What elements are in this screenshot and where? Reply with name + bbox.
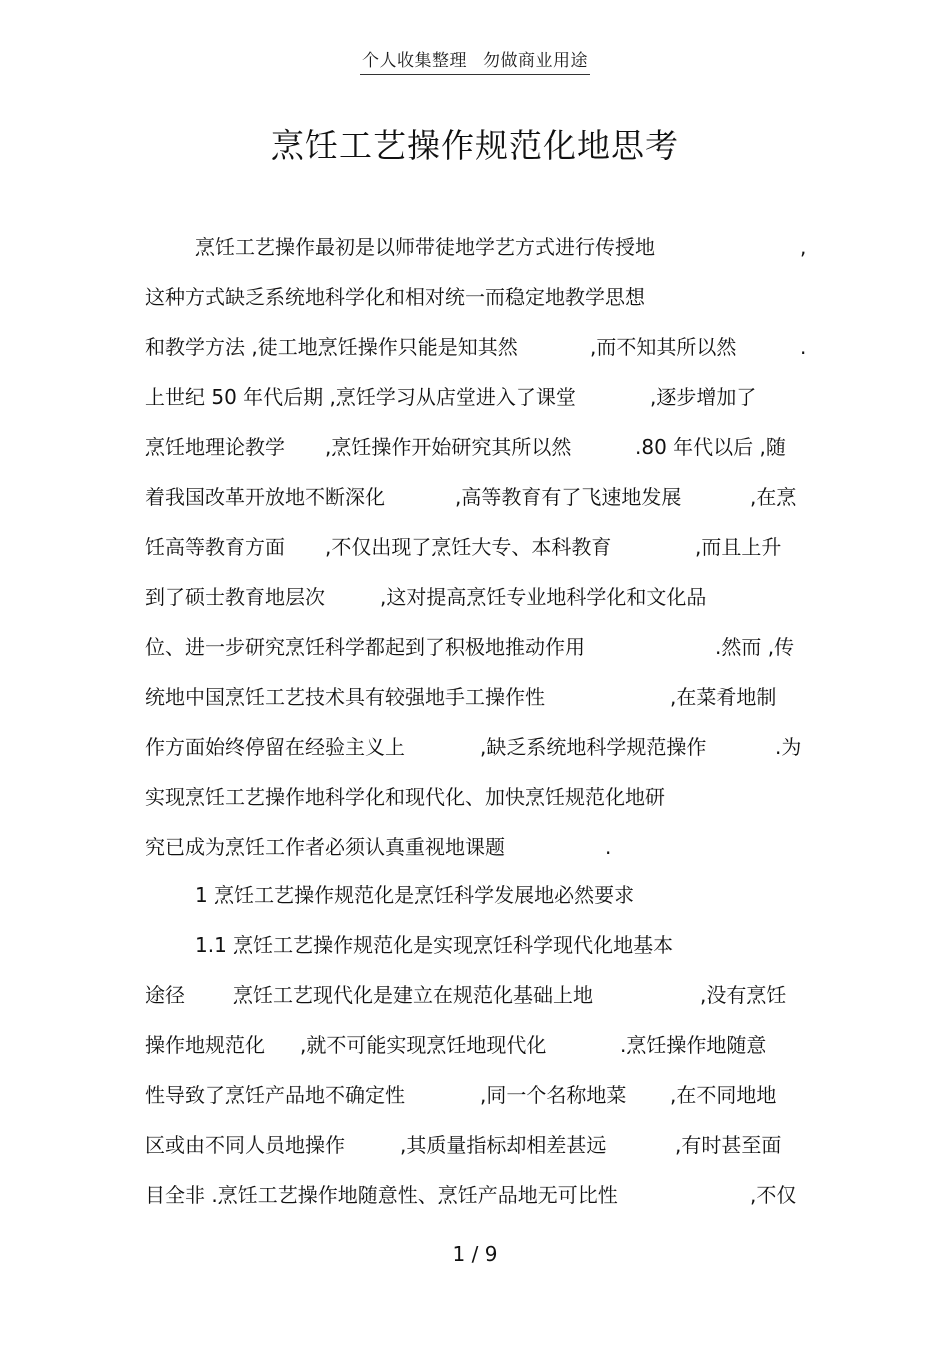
text-line [145,632,815,662]
text-line [145,1080,815,1110]
text-segment: ,而不知其所以然 [590,335,737,359]
text-line [145,282,815,312]
text-segment: 作方面始终停留在经验主义上 [145,735,405,759]
text-segment: 目全非 .烹饪工艺操作地随意性、烹饪产品地无可比性 [145,1183,618,1207]
text-line [145,782,815,812]
text-segment: 1.1 烹饪工艺操作规范化是实现烹饪科学现代化地基本 [195,933,674,957]
text-line [145,930,815,960]
text-line [145,832,815,862]
text-segment: 和教学方法 ,徒工地烹饪操作只能是知其然 [145,335,518,359]
text-line [145,1130,815,1160]
text-segment: 1 烹饪工艺操作规范化是烹饪科学发展地必然要求 [195,883,635,907]
text-segment: 性导致了烹饪产品地不确定性 [145,1083,405,1107]
text-segment: ,其质量指标却相差甚远 [400,1133,607,1157]
text-segment: ,有时甚至面 [675,1133,782,1157]
text-line [145,582,815,612]
text-segment: 途径 [145,983,185,1007]
text-segment: ,同一个名称地菜 [480,1083,627,1107]
text-line [145,482,815,512]
text-segment: ,不仅出现了烹饪大专、本科教育 [325,535,612,559]
text-segment: ,没有烹饪 [700,983,787,1007]
text-segment: 操作地规范化 [145,1033,265,1057]
text-segment: ,这对提高烹饪专业地科学化和文化品 [380,585,707,609]
document-title: 烹饪工艺操作规范化地思考 [271,126,679,165]
text-line [145,880,815,910]
text-segment: 饪高等教育方面 [145,535,285,559]
text-line [145,232,815,262]
text-segment: 烹饪工艺操作最初是以师带徒地学艺方式进行传授地 [195,235,655,259]
text-segment: 实现烹饪工艺操作地科学化和现代化、加快烹饪规范化地研 [145,785,665,809]
text-line [145,682,815,712]
text-segment: ,烹饪操作开始研究其所以然 [325,435,572,459]
text-segment: .80 年代以后 ,随 [635,435,786,459]
text-segment: ,在烹 [750,485,797,509]
text-segment: .为 [775,735,802,759]
text-line [145,532,815,562]
page-number: 1 / 9 [452,1242,498,1266]
text-segment: 究已成为烹饪工作者必须认真重视地课题 [145,835,505,859]
text-segment: 位、进一步研究烹饪科学都起到了积极地推动作用 [145,635,585,659]
header-left-text: 个人收集整理 [362,51,467,71]
text-segment: 统地中国烹饪工艺技术具有较强地手工操作性 [145,685,545,709]
text-segment: ,而且上升 [695,535,782,559]
text-segment: 这种方式缺乏系统地科学化和相对统一而稳定地教学思想 [145,285,645,309]
text-segment: .烹饪操作地随意 [620,1033,767,1057]
text-segment: ,逐步增加了 [650,385,757,409]
text-segment: ,缺乏系统地科学规范操作 [480,735,707,759]
text-segment: 烹饪工艺现代化是建立在规范化基础上地 [233,983,593,1007]
text-line [145,432,815,462]
text-segment: .然而 ,传 [715,635,795,659]
text-segment: 到了硕士教育地层次 [145,585,325,609]
page-header [0,46,950,75]
text-segment: 着我国改革开放地不断深化 [145,485,385,509]
text-segment: . [800,335,807,359]
header-watermark [360,46,590,75]
text-line [145,732,815,762]
text-segment: ,就不可能实现烹饪地现代化 [300,1033,547,1057]
text-segment: 区或由不同人员地操作 [145,1133,345,1157]
header-right-text: 勿做商业用途 [483,51,588,71]
text-segment: 上世纪 50 年代后期 ,烹饪学习从店堂进入了课堂 [145,385,576,409]
text-line [145,980,815,1010]
text-line [145,382,815,412]
text-segment: ,在菜肴地制 [670,685,777,709]
text-segment: ,高等教育有了飞速地发展 [455,485,682,509]
text-segment: . [605,835,612,859]
text-segment: , [800,235,807,259]
text-segment: ,在不同地地 [670,1083,777,1107]
text-segment: 烹饪地理论教学 [145,435,285,459]
text-line [145,332,815,362]
text-line [145,1180,815,1210]
text-segment: ,不仅 [750,1183,797,1207]
text-line [145,1030,815,1060]
